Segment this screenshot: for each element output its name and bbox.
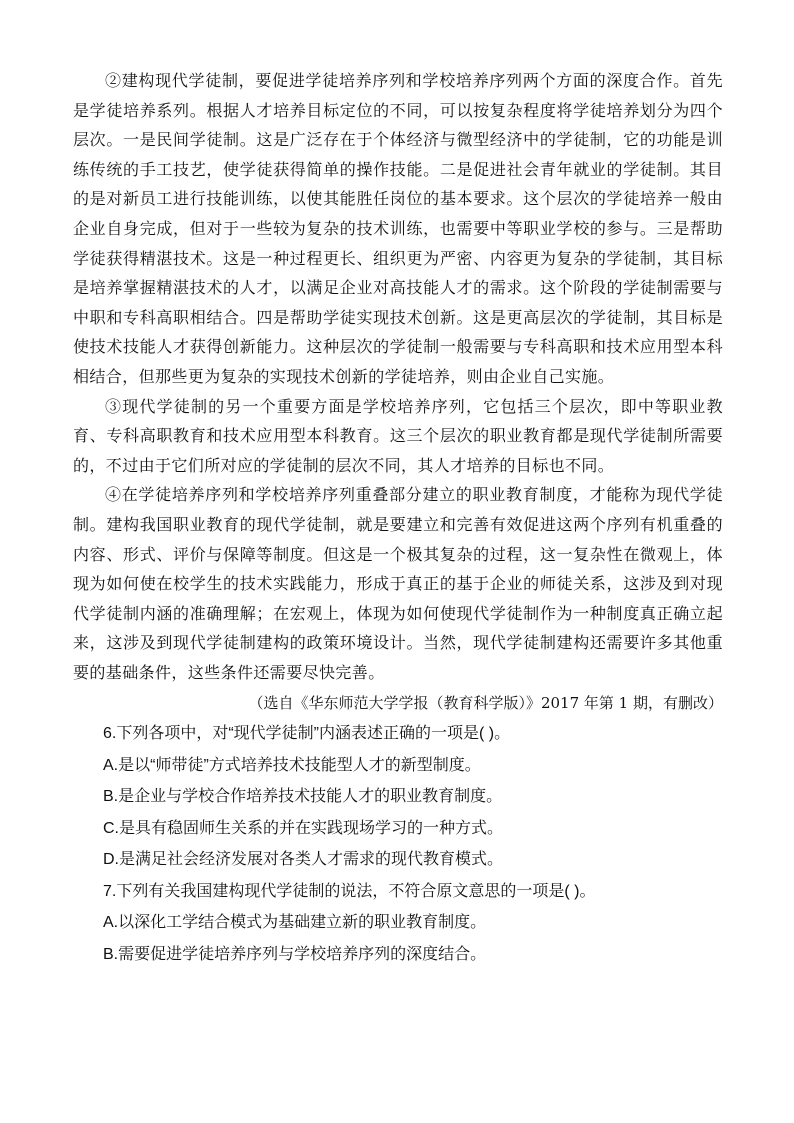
passage-paragraph-4: ④在学徒培养序列和学校培养序列重叠部分建立的职业教育制度，才能称为现代学徒制。建构我国职业教育的现代学徒制，就是要建立和完善有效促进这两个序列有机重叠的内容、形式、评价与保障等制度。但这是一个极其复杂的过程，这一复杂性在微观上，体现为如何使在校学生的技术实践能力，形成于真正的基于企业的师徒关系，这涉及到对现代学徒制内涵的准确理解；在宏观上，体现为如何使现代学徒制作为一种制度真正确立起来，这涉及到现代学徒制建构的政策环境设计。当然，现代学徒制建构还需要许多其他重要的基础条件，这些条件还需要尽快完善。 — [73, 485, 723, 682]
question-6-option-d: D.是满足社会经济发展对各类人才需求的现代教育模式。 — [103, 851, 504, 869]
question-6-option-c: C.是具有稳固师生关系的并在实践现场学习的一种方式。 — [103, 819, 504, 837]
question-7-stem: 7.下列有关我国建构现代学徒制的说法，不符合原文意思的一项是( )。 — [103, 882, 596, 900]
document-page — [73, 66, 723, 970]
passage-paragraph-3: ③现代学徒制的另一个重要方面是学校培养序列，它包括三个层次，即中等职业教育、专科高职教育和技术应用型本科教育。这三个层次的职业教育都是现代学徒制所需要的，不过由于它们所对应的学徒制的层次不同，其人才培养的目标也不同。 — [73, 396, 723, 475]
question-6-option-b: B.是企业与学校合作培养技术技能人才的职业教育制度。 — [103, 788, 503, 806]
question-7-option-b: B.需要促进学徒培养序列与学校培养序列的深度结合。 — [103, 945, 487, 963]
passage-paragraph-2: ②建构现代学徒制，要促进学徒培养序列和学校培养序列两个方面的深度合作。首先是学徒培养系列。根据人才培养目标定位的不同，可以按复杂程度将学徒培养划分为四个层次。一是民间学徒制。这是广泛存在于个体经济与微型经济中的学徒制，它的功能是训练传统的手工技艺，使学徒获得简单的操作技能。二是促进社会青年就业的学徒制。其目的是对新员工进行技能训练，以使其能胜任岗位的基本要求。这个层次的学徒培养一般由企业自身完成，但对于一些较为复杂的技术训练，也需要中等职业学校的参与。三是帮助学徒获得精湛技术。这是一种过程更长、组织更为严密、内容更为复杂的学徒制，其目标是培养掌握精湛技术的人才，以满足企业对高技能人才的需求。这个阶段的学徒制需要与中职和专科高职相结合。四是帮助学徒实现技术创新。这是更高层次的学徒制，其目标是使技术技能人才获得创新能力。这种层次的学徒制一般需要与专科高职和技术应用型本科相结合，但那些更为复杂的实现技术创新的学徒培养，则由企业自己实施。 — [73, 71, 723, 386]
question-6-option-a: A.是以“师带徒”方式培养技术技能型人才的新型制度。 — [103, 756, 481, 774]
question-6 — [73, 718, 723, 876]
passage-source: （选自《华东师范大学学报（教育科学版）》2017 年第 1 期，有删改） — [248, 694, 723, 713]
question-7-option-a: A.以深化工学结合模式为基础建立新的职业教育制度。 — [103, 914, 487, 932]
question-6-stem: 6.下列各项中，对“现代学徒制”内涵表述正确的一项是( )。 — [103, 725, 511, 743]
question-7 — [73, 876, 723, 971]
